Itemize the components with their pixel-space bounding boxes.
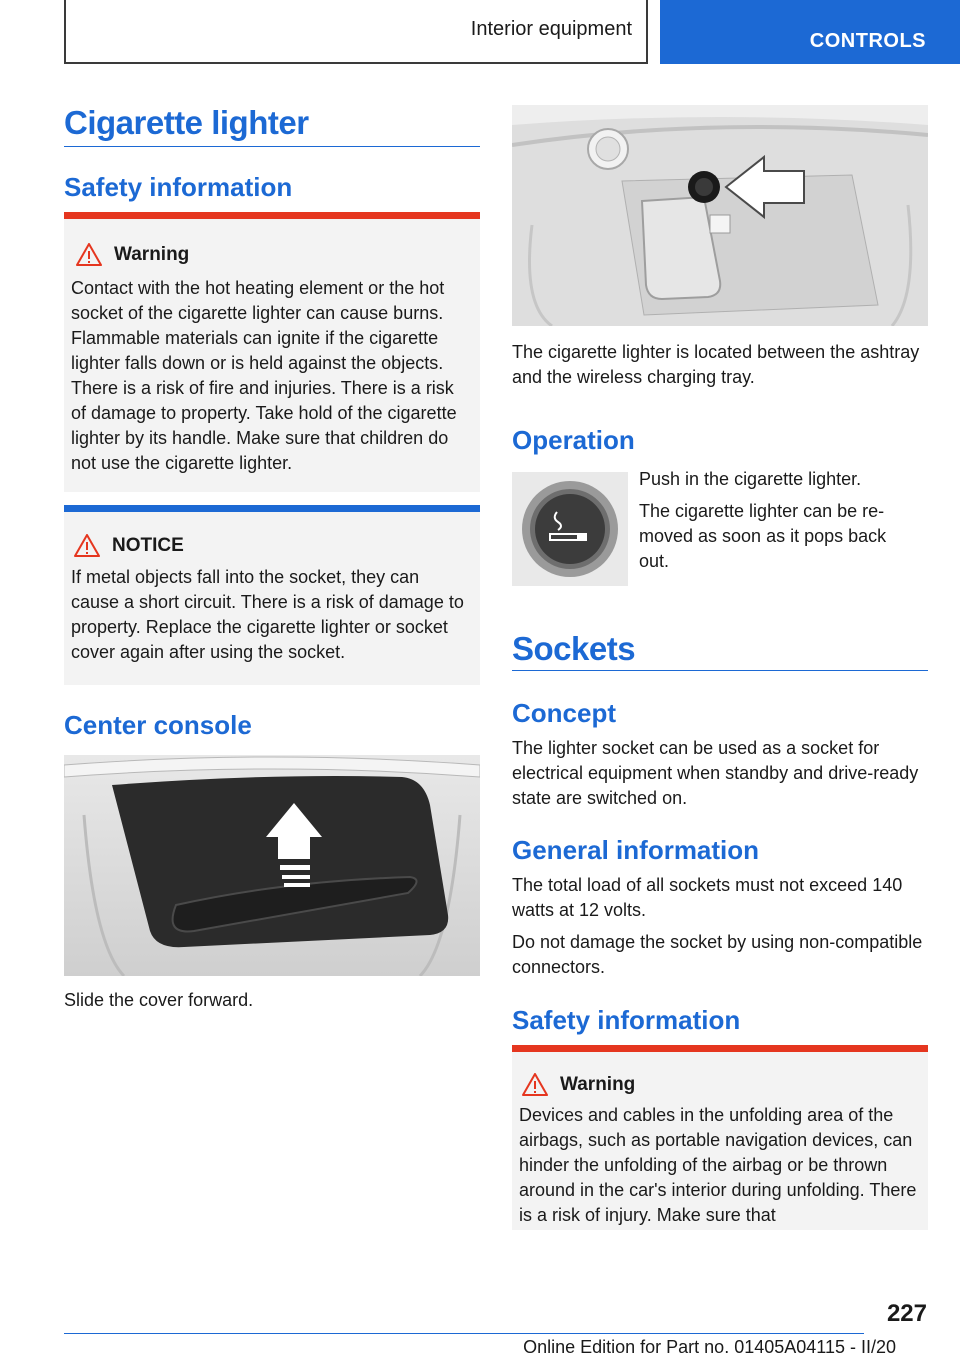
notice-title: NOTICE (112, 534, 184, 556)
notice-bar (64, 505, 480, 512)
center-console-image (64, 755, 480, 976)
notice-title-row (74, 534, 480, 557)
footer-rule (64, 1333, 864, 1334)
warning-title: Warning (560, 1073, 636, 1095)
concept-text: The lighter socket can be used as a socket for electrical equipment when standby and drive-ready state are switched on. (512, 738, 919, 808)
warning-bar (512, 1045, 928, 1052)
warning-title-row (522, 1073, 928, 1096)
notice-box-left (64, 505, 480, 685)
center-console-heading: Center console (64, 710, 252, 740)
header-section-title: Interior equipment (470, 18, 632, 40)
warning-text: Contact with the hot heating element or the hot socket of the cigarette lighter can cause burns. Flammable materials can ignite if the cigarette lighter falls down or is held against the objects. There is a risk of fire and injuries. There is a risk of damage to property. Take hold of the cigarette lighter by its handle. Make sure that children do not use the cigarette lighter. (71, 278, 457, 473)
safety-heading-right: Safety information (512, 1005, 741, 1035)
sockets-rule (512, 670, 928, 671)
lighter-location-caption: The cigarette lighter is located between the ashtray and the wireless charging tray. (512, 342, 920, 387)
header-chapter-tab[interactable] (660, 0, 960, 64)
general-info-heading: General information (512, 835, 760, 865)
warning-box-right (512, 1045, 928, 1230)
warning-triangle-icon (74, 534, 100, 557)
warning-triangle-icon (76, 243, 102, 266)
warning-triangle-icon (522, 1073, 548, 1096)
operation-step-2: The cigarette lighter can be removed as soon as it pops back out. (639, 501, 887, 571)
operation-heading: Operation (512, 425, 635, 455)
warning-title: Warning (114, 243, 190, 265)
general-info-text-2: Do not damage the socket by using non-compatible connectors. (512, 932, 923, 977)
notice-text: If metal objects fall into the socket, they can cause a short circuit. There is a risk of damage to property. Replace the cigarette lighter or socket cover again after using the socket. (71, 567, 464, 662)
warning-text: Devices and cables in the unfolding area of the airbags, such as portable navigation devices, can hinder the unfolding of the airbag or be thrown around in the car's interior during unfolding. There is a risk of injury. Make sure that (519, 1105, 917, 1225)
concept-heading: Concept (512, 698, 616, 728)
lighter-button-image (512, 472, 628, 586)
operation-step-1: Push in the cigarette lighter. (639, 469, 862, 489)
page-number: 227 (886, 1300, 927, 1327)
warning-title-row (76, 243, 480, 266)
header-chapter-label: CONTROLS (809, 30, 926, 52)
sockets-title: Sockets (512, 630, 636, 667)
general-info-text-1: The total load of all sockets must not exceed 140 watts at 12 volts. (512, 875, 903, 920)
header-section-box (64, 0, 648, 64)
footer-edition: Online Edition for Part no. 01405A04115 - II/20 (523, 1337, 896, 1357)
safety-heading-left: Safety information (64, 172, 293, 202)
warning-box-left (64, 212, 480, 492)
title-rule (64, 146, 480, 147)
page-title: Cigarette lighter (64, 104, 309, 141)
warning-bar (64, 212, 480, 219)
center-console-caption: Slide the cover forward. (64, 990, 254, 1010)
lighter-location-image (512, 105, 928, 326)
